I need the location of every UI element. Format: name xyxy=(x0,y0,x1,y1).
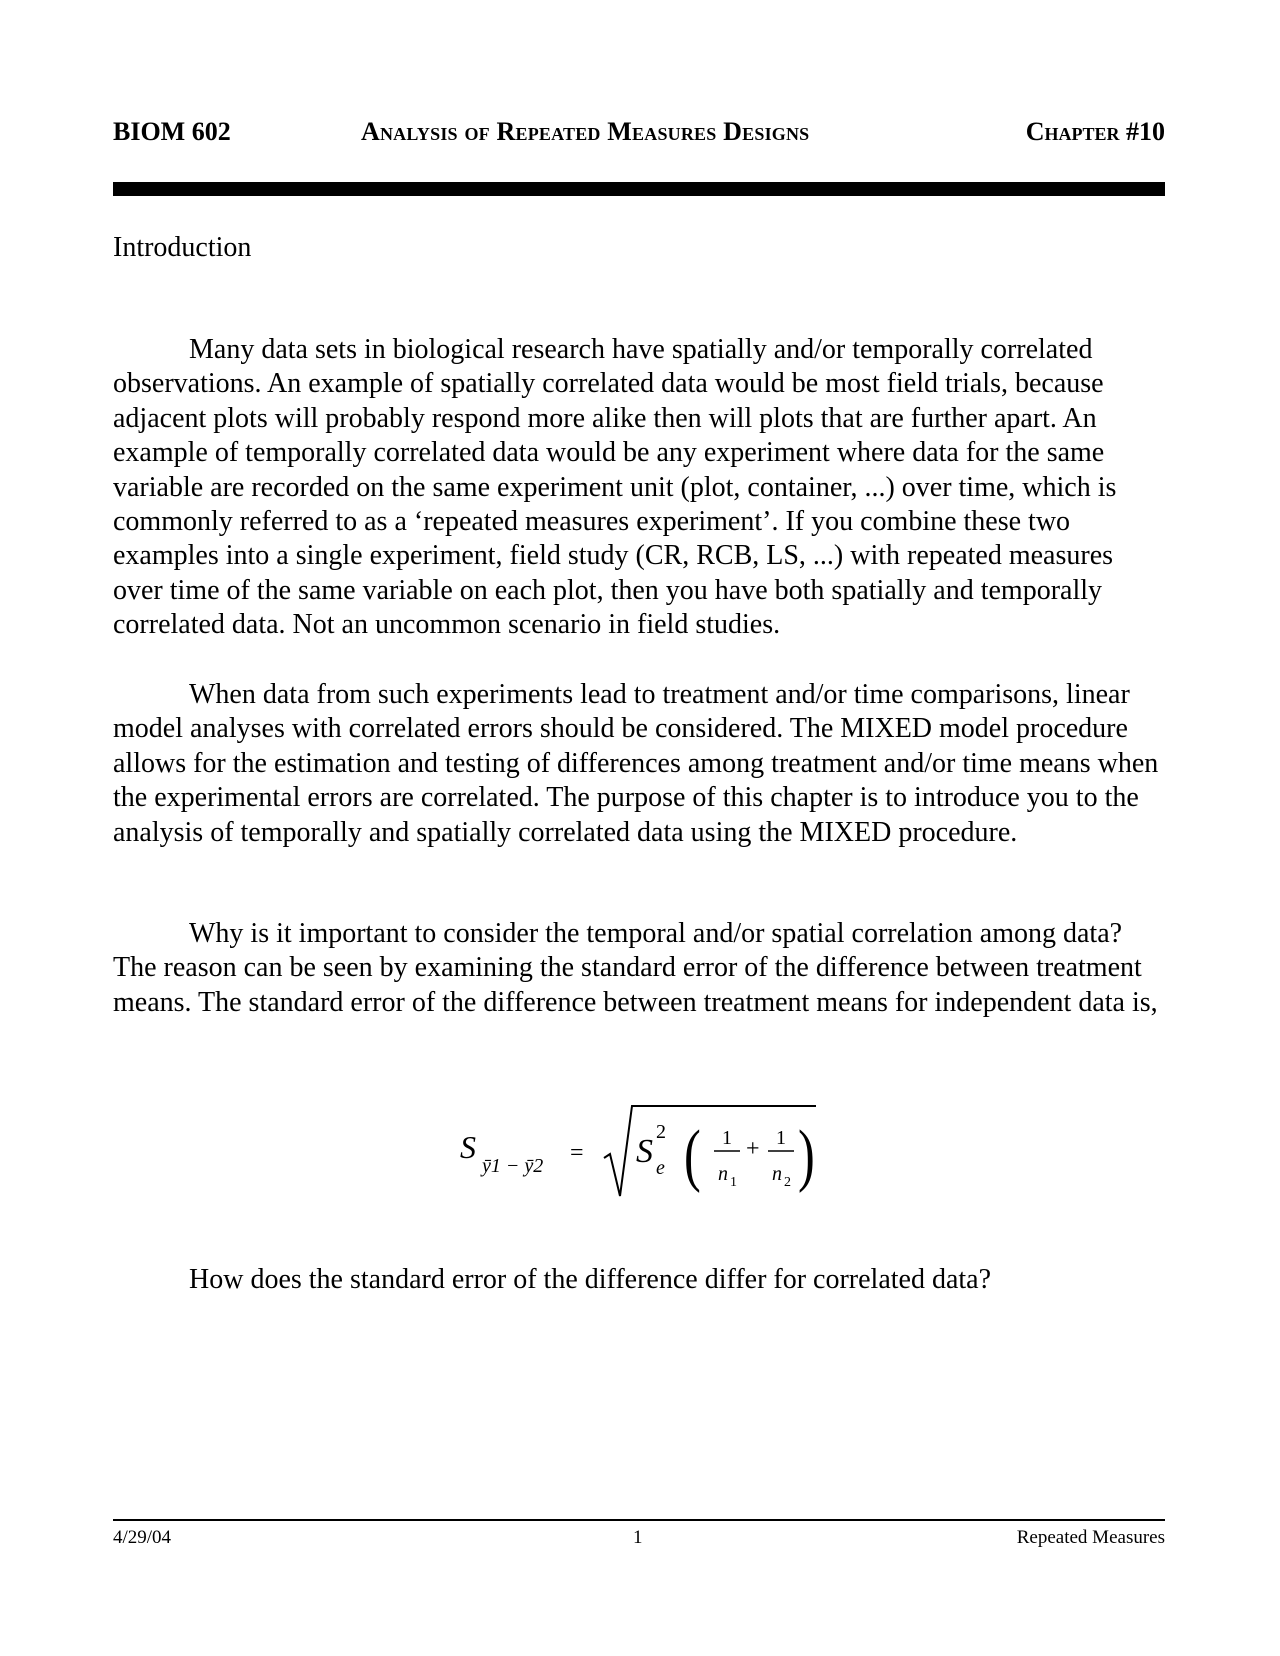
section-heading: Introduction xyxy=(113,232,252,263)
fraction-1-denominator-sub: 1 xyxy=(730,1175,737,1190)
formula-graphic xyxy=(460,1100,840,1210)
footer-page-number: 1 xyxy=(633,1527,643,1548)
footer-divider xyxy=(113,1519,1165,1521)
fraction-2-numerator: 1 xyxy=(776,1127,786,1149)
footer-running-title: Repeated Measures xyxy=(1016,1527,1165,1548)
standard-error-formula xyxy=(460,1100,840,1210)
paragraph-2: When data from such experiments lead to treatment and/or time comparisons, linear model analyses with correlated errors should be considered. The MIXED model procedure allows for the estimation and testing of differences among treatment and/or time means when the experimental errors are correlated. The purpose of this chapter is to introduce you to the analysis of temporally and spatially correlated data using the MIXED procedure. xyxy=(113,679,1159,848)
paragraph-3: Why is it important to consider the temporal and/or spatial correlation among data? The reason can be seen by examining the standard error of the difference between treatment means. The standard error of the difference between treatment means for independent data is, xyxy=(113,918,1158,1018)
lhs-subscript: ȳ1 − ȳ2 xyxy=(482,1155,544,1177)
fraction-1-denominator: n xyxy=(718,1163,728,1185)
chapter-label: Chapter #10 xyxy=(1025,117,1165,146)
close-parenthesis: ) xyxy=(798,1117,815,1195)
header-divider xyxy=(113,182,1165,196)
document-title: Analysis of Repeated Measures Designs xyxy=(361,117,810,146)
course-code: BIOM 602 xyxy=(113,117,231,146)
footer-date: 4/29/04 xyxy=(113,1527,172,1548)
paragraph-1: Many data sets in biological research have spatially and/or temporally correlated observations. An example of spatially correlated data would be most field trials, because adjacent plots will probably respond more alike then will plots that are further apart. An example of temporally correlated data would be any experiment where data for the same variable are recorded on the same experiment unit (plot, container, ...) over time, which is commonly referred to as a ‘repeated measures experiment’. If you combine these two examples into a single experiment, field study (CR, RCB, LS, ...) with repeated measures over time of the same variable on each plot, then you have both spatially and temporally correlated data. Not an uncommon scenario in field studies. xyxy=(113,334,1117,641)
open-parenthesis: ( xyxy=(684,1117,701,1195)
fraction-2-denominator-sub: 2 xyxy=(784,1175,791,1190)
page-header xyxy=(113,114,1165,150)
variance-symbol: S xyxy=(636,1133,653,1170)
plus-sign: + xyxy=(746,1136,760,1162)
fraction-2-denominator: n xyxy=(772,1163,782,1185)
equals-sign: = xyxy=(570,1140,584,1166)
lhs-symbol: S xyxy=(460,1129,476,1165)
variance-subscript: e xyxy=(656,1157,665,1179)
variance-superscript: 2 xyxy=(656,1121,666,1143)
question-text: How does the standard error of the difference differ for correlated data? xyxy=(189,1264,992,1295)
fraction-1-numerator: 1 xyxy=(722,1127,732,1149)
